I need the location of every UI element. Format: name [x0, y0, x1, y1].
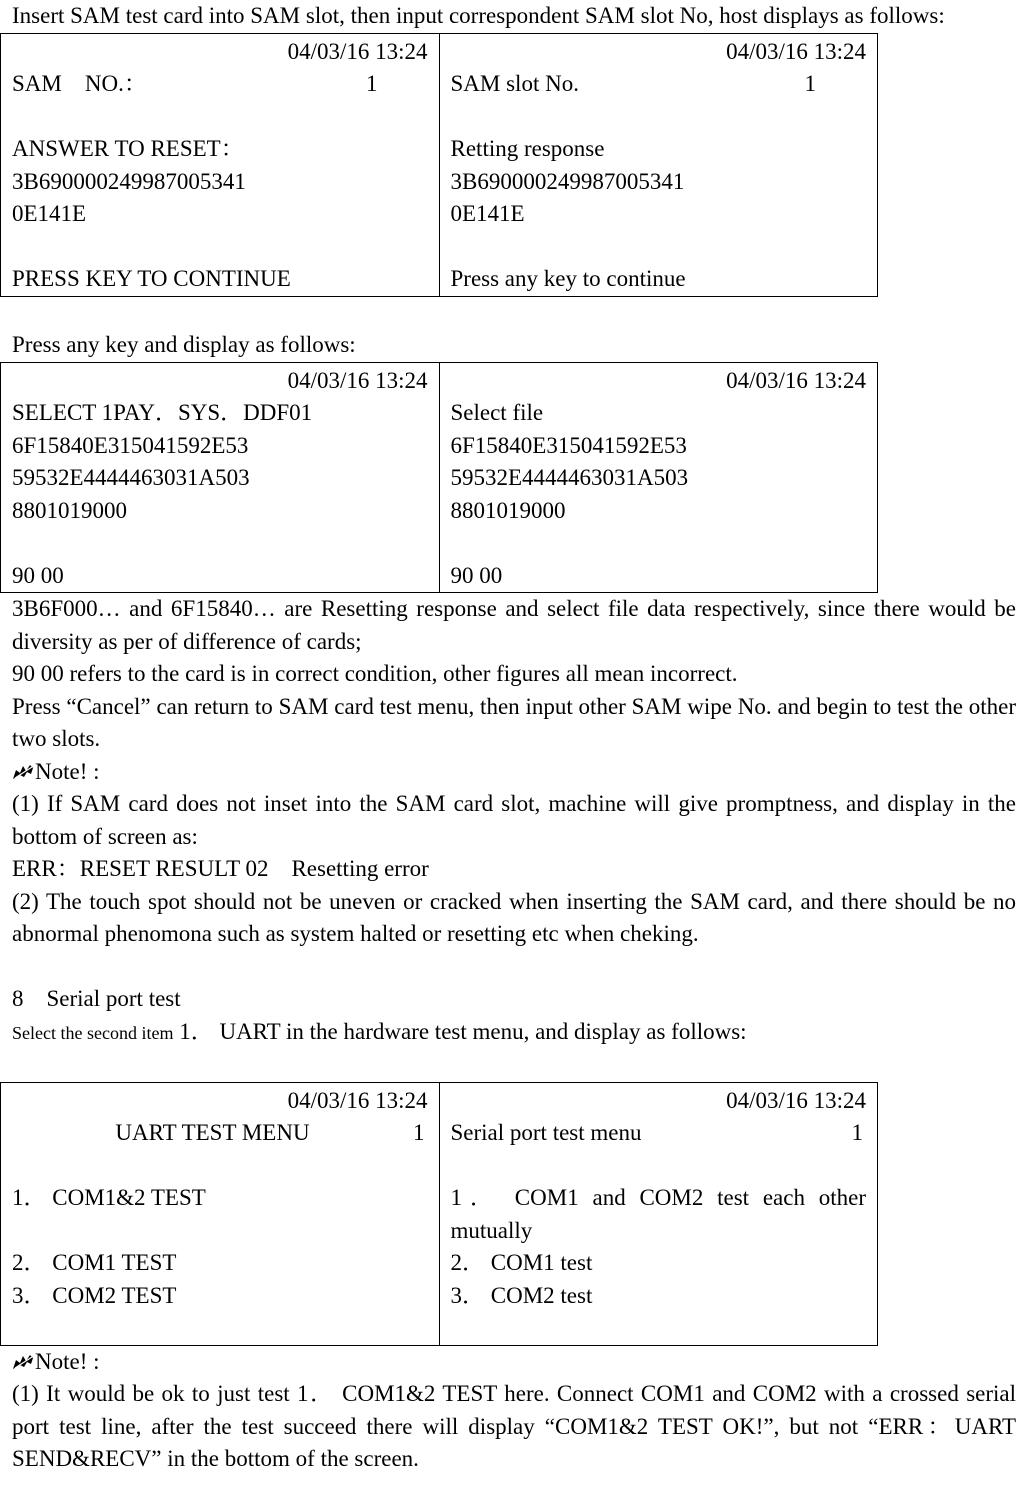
screen-line: [12, 101, 428, 134]
note-pencil-icon: [12, 764, 34, 780]
sam-select-table: [0, 362, 878, 594]
screen-line: Retting response: [450, 136, 605, 161]
uart-menu-left-screen: [1, 1082, 440, 1345]
menu-item: 1． COM1&2 TEST: [12, 1185, 206, 1210]
menu-item: 2． COM1 TEST: [12, 1250, 177, 1275]
press-key-paragraph: Press any key and display as follows:: [12, 332, 356, 357]
menu-item: 3． COM2 TEST: [12, 1282, 177, 1308]
menu-value: 1: [851, 1120, 863, 1145]
note-item: (1) It would be ok to just test 1． COM1&2 TEST here. Connect COM1 and COM2 with a crossed serial port test line, after the test succeed there will display “COM1&2 TEST OK!”, but not “ERR：UART SEND&RECV” in the bottom of the screen.: [12, 1381, 1016, 1471]
note-item: (1) If SAM card does not inset into the SAM card slot, machine will give promptness, and display in the bottom of screen as:: [12, 791, 1016, 849]
sam-select-left-screen: [1, 362, 440, 593]
timestamp: 04/03/16 13:24: [287, 38, 428, 64]
screen-line: 90 00: [450, 562, 503, 588]
screen-line: 6F15840E315041592E53: [12, 432, 249, 458]
note-heading: [12, 756, 1016, 789]
note-pencil-icon: [12, 1354, 34, 1370]
sam-no-row: [12, 68, 428, 101]
sam-reset-table: [0, 33, 878, 297]
screen-line: 3B690000249987005341: [450, 168, 685, 194]
section-intro: [12, 1016, 1016, 1050]
menu-item: 1． COM1 and COM2 test each other: [450, 1185, 866, 1210]
sam-reset-left-screen: [1, 33, 440, 296]
screen-line: [12, 231, 428, 264]
note-title: Note! :: [35, 1348, 100, 1374]
sam-slot-value: 1: [804, 71, 816, 96]
intro-paragraph: Insert SAM test card into SAM slot, then input correspondent SAM slot No, host displays as follows:: [12, 3, 945, 28]
timestamp: 04/03/16 13:24: [287, 1087, 428, 1113]
sam-no-label: SAM NO.：: [12, 71, 147, 96]
spacer: [12, 951, 1016, 984]
timestamp: 04/03/16 13:24: [726, 1087, 866, 1113]
timestamp: 04/03/16 13:24: [726, 38, 866, 64]
uart-menu-right-screen: [439, 1082, 878, 1345]
blank-line: [451, 1150, 867, 1183]
section-intro-small: Select the second item: [12, 1022, 174, 1043]
screen-line: Select file: [450, 400, 544, 425]
screen-line: 8801019000: [12, 497, 127, 523]
screen-line: 6F15840E315041592E53: [450, 432, 687, 458]
spacer: [12, 297, 1016, 330]
sam-slot-row: [451, 68, 867, 101]
menu-title: UART TEST MENU: [115, 1120, 310, 1145]
menu-item-continued: mutually: [450, 1217, 533, 1243]
explanation-paragraph: 90 00 refers to the card is in correct condition, other figures all mean incorrect.: [12, 661, 738, 686]
menu-title-row: [12, 1117, 428, 1150]
section-intro-rest: 1． UART in the hardware test menu, and display as follows:: [173, 1018, 747, 1044]
sam-slot-label: SAM slot No.: [450, 71, 579, 96]
note-title: Note! :: [35, 758, 100, 784]
screen-line: [12, 527, 428, 560]
blank-line: [451, 1312, 867, 1345]
section-heading: 8 Serial port test: [12, 986, 181, 1011]
screen-line: 0E141E: [12, 201, 87, 226]
menu-title-row: [451, 1117, 867, 1150]
blank-line: [12, 1150, 428, 1183]
explanation-paragraph: Press “Cancel” can return to SAM card test menu, then input other SAM wipe No. and begin to test the other two slots.: [12, 693, 1016, 751]
screen-line: [451, 231, 867, 264]
note-item: (2) The touch spot should not be uneven or cracked when inserting the SAM card, and there should be no abnormal phenomona such as system halted or resetting etc when cheking.: [12, 888, 1016, 946]
screen-line: Press any key to continue: [450, 266, 686, 291]
sam-reset-right-screen: [439, 33, 878, 296]
screen-line: 59532E4444463031A503: [12, 465, 250, 490]
menu-item: 2． COM1 test: [450, 1250, 593, 1275]
uart-menu-table: [0, 1082, 878, 1346]
error-message: ERR：RESET RESULT 02 Resetting error: [12, 856, 429, 881]
screen-line: 59532E4444463031A503: [450, 465, 689, 490]
explanation-paragraph: 3B6F000… and 6F15840… are Resetting response and select file data respectively, since there would be diversity as per of difference of cards;: [12, 596, 1016, 654]
blank-line: [12, 1312, 428, 1345]
timestamp: 04/03/16 13:24: [287, 367, 428, 393]
screen-line: 0E141E: [450, 201, 525, 226]
document-page: [12, 0, 1016, 1476]
timestamp: 04/03/16 13:24: [726, 367, 866, 393]
note-heading: [12, 1346, 1016, 1379]
screen-line: 8801019000: [450, 497, 566, 523]
screen-line: SELECT 1PAY．SYS．DDF01: [12, 400, 313, 425]
menu-item: 3． COM2 test: [450, 1282, 593, 1308]
screen-line: [451, 527, 867, 560]
menu-title: Serial port test menu: [450, 1120, 642, 1145]
spacer: [12, 1049, 1016, 1082]
sam-select-right-screen: [439, 362, 878, 593]
screen-line: [451, 101, 867, 134]
screen-line: ANSWER TO RESET：: [12, 136, 244, 161]
menu-value: 1: [413, 1120, 425, 1145]
screen-line: 3B690000249987005341: [12, 168, 246, 194]
sam-no-value: 1: [366, 71, 378, 96]
screen-line: 90 00: [12, 562, 64, 588]
blank-line: [12, 1215, 428, 1248]
screen-line: PRESS KEY TO CONTINUE: [12, 266, 291, 291]
